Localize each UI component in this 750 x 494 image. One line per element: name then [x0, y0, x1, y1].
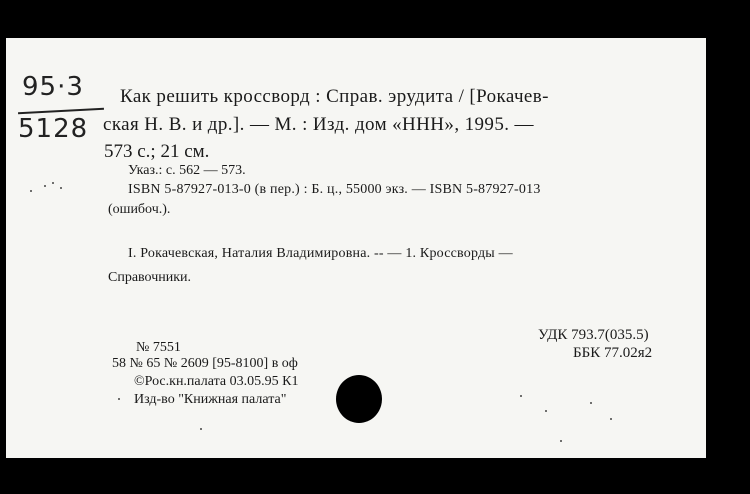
record-line-4: Изд-во "Книжная палата"	[134, 392, 287, 407]
scan-speck	[560, 440, 562, 442]
scan-speck	[610, 418, 612, 420]
record-line-2: 58 № 65 № 2609 [95-8100] в оф	[112, 356, 298, 371]
handwritten-code-top: 95·3	[22, 72, 84, 102]
record-line-3: ©Рос.кн.палата 03.05.95 К1	[134, 374, 299, 389]
scan-border-left	[0, 0, 6, 494]
scan-speck	[118, 398, 120, 400]
record-number: № 7551	[136, 340, 181, 355]
entry-line-6: (ошибоч.).	[108, 202, 171, 217]
scan-speck	[30, 190, 32, 192]
bbk-code: ББК 77.02я2	[573, 345, 653, 361]
scan-speck	[60, 187, 62, 189]
entry-line-4: Указ.: с. 562 — 573.	[128, 163, 246, 178]
entry-line-8: Справочники.	[108, 270, 192, 285]
handwritten-code-bottom: 5128	[18, 114, 89, 144]
entry-line-5: ISBN 5-87927-013-0 (в пер.) : Б. ц., 55000 экз. — ISBN 5-87927-013	[128, 182, 541, 197]
scan-speck	[590, 402, 592, 404]
scan-border-right	[706, 0, 750, 494]
entry-line-7: I. Рокачевская, Наталия Владимировна. -- — 1. Кроссворды —	[128, 246, 513, 261]
scan-speck	[52, 182, 54, 184]
entry-line-2: ская Н. В. и др.]. — М. : Изд. дом «ННН», 1995. —	[103, 114, 534, 135]
entry-line-3: 573 с.; 21 см.	[104, 141, 210, 162]
scan-speck	[545, 410, 547, 412]
ink-blot	[336, 375, 382, 423]
scan-speck	[520, 395, 522, 397]
scan-speck	[200, 428, 202, 430]
scan-speck	[44, 185, 46, 187]
scan-border-bottom	[0, 458, 750, 494]
entry-line-1: Как решить кроссворд : Справ. эрудита / [Рокачев-	[120, 86, 549, 107]
udk-code: УДК 793.7(035.5)	[538, 327, 649, 343]
